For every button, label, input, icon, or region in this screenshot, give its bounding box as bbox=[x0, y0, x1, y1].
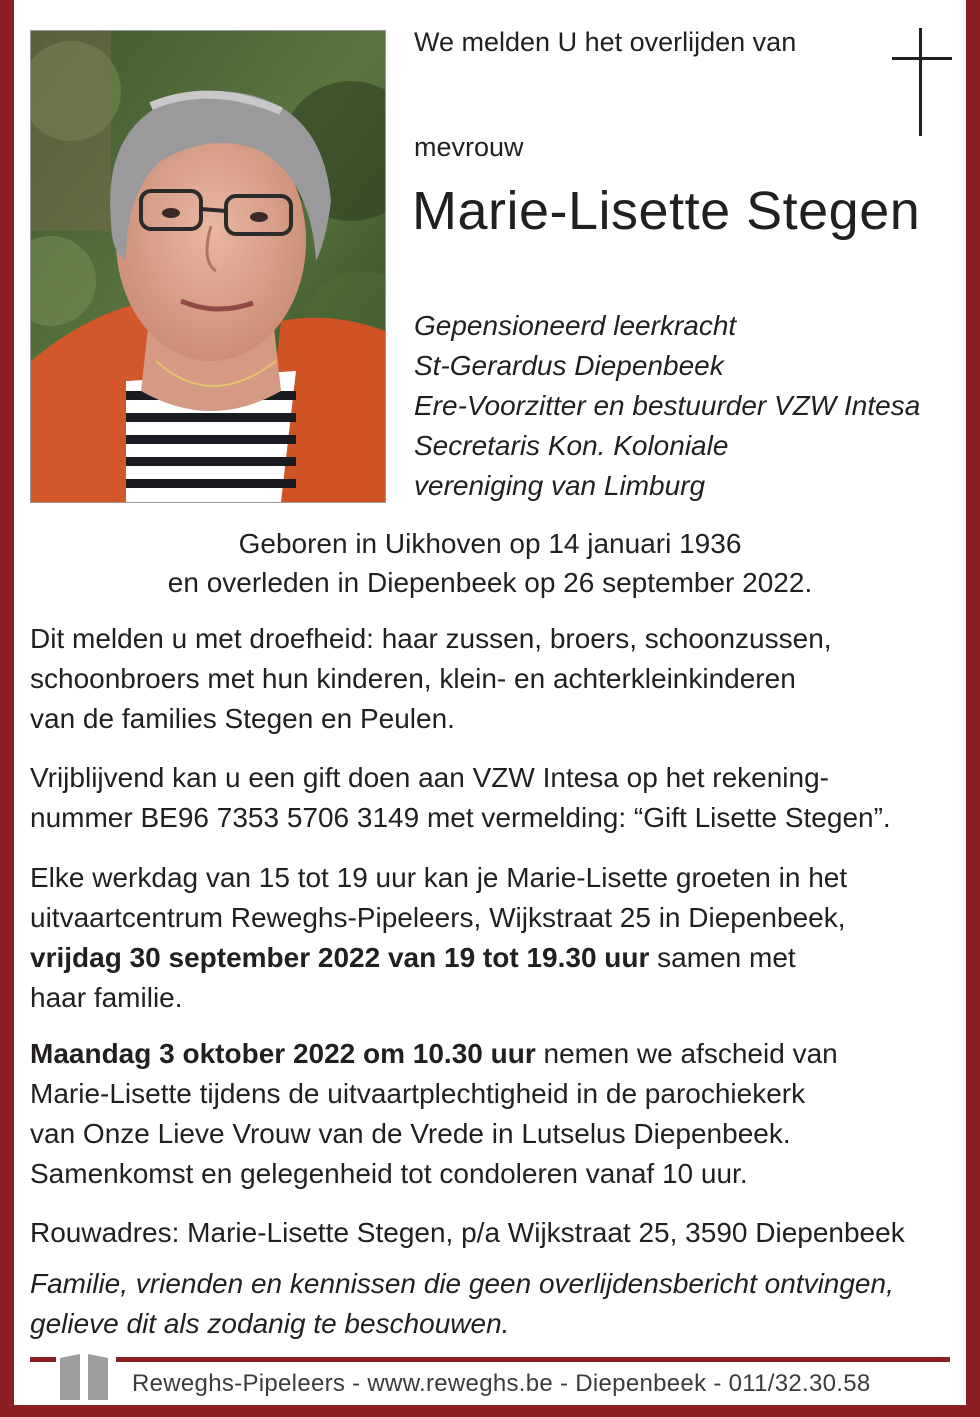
family-line: van de families Stegen en Peulen. bbox=[30, 703, 455, 734]
visit-line: uitvaartcentrum Reweghs-Pipeleers, Wijkstraat 25 in Diepenbeek, bbox=[30, 902, 846, 933]
footer-contact: Reweghs-Pipeleers - www.reweghs.be - Diepenbeek - 011/32.30.58 bbox=[132, 1370, 871, 1397]
visit-line: Elke werkdag van 15 tot 19 uur kan je Marie-Lisette groeten in het bbox=[30, 862, 848, 893]
funeral-line-rest: nemen we afscheid van bbox=[535, 1038, 838, 1069]
intro-text: We melden U het overlijden van bbox=[414, 27, 797, 57]
role-line: vereniging van Limburg bbox=[414, 470, 706, 501]
death-line: en overleden in Diepenbeek op 26 september 2022. bbox=[167, 567, 813, 598]
funeral-line: van Onze Lieve Vrouw van de Vrede in Lutselus Diepenbeek. bbox=[30, 1118, 791, 1149]
funeral-date-emphasis: Maandag 3 oktober 2022 om 10.30 uur bbox=[30, 1038, 536, 1069]
portrait-photo bbox=[30, 30, 386, 503]
funeral-line: Samenkomst en gelegenheid tot condoleren vanaf 10 uur. bbox=[30, 1158, 748, 1189]
visit-line: haar familie. bbox=[30, 982, 183, 1013]
birth-line: Geboren in Uikhoven op 14 januari 1936 bbox=[238, 528, 742, 559]
gift-line: Vrijblijvend kan u een gift doen aan VZW Intesa op het rekening- bbox=[30, 762, 829, 793]
visit-date-emphasis: vrijdag 30 september 2022 van 19 tot 19.30 uur bbox=[30, 942, 650, 973]
cross-icon bbox=[892, 28, 952, 136]
notice-line: Familie, vrienden en kennissen die geen overlijdensbericht ontvingen, bbox=[30, 1268, 894, 1299]
frame-bottom-border bbox=[0, 1405, 980, 1417]
footer-divider bbox=[30, 1357, 950, 1362]
family-line: schoonbroers met hun kinderen, klein- en achterkleinkinderen bbox=[30, 663, 796, 694]
notice-line: gelieve dit als zodanig te beschouwen. bbox=[30, 1308, 510, 1339]
funeral-home-logo bbox=[56, 1352, 116, 1402]
funeral-line: Marie-Lisette tijdens de uitvaartplechtigheid in de parochiekerk bbox=[30, 1078, 806, 1109]
mourning-address: Rouwadres: Marie-Lisette Stegen, p/a Wijkstraat 25, 3590 Diepenbeek bbox=[30, 1217, 905, 1248]
gift-line: nummer BE96 7353 5706 3149 met vermelding: “Gift Lisette Stegen”. bbox=[30, 802, 891, 833]
role-line: Secretaris Kon. Koloniale bbox=[414, 430, 729, 461]
deceased-name: Marie-Lisette Stegen bbox=[412, 181, 921, 241]
title-word: mevrouw bbox=[414, 132, 524, 162]
role-line: St-Gerardus Diepenbeek bbox=[414, 350, 724, 381]
frame-right-border bbox=[966, 0, 980, 1417]
family-line: Dit melden u met droefheid: haar zussen, broers, schoonzussen, bbox=[30, 623, 832, 654]
funeral-line bbox=[30, 1038, 838, 1070]
visit-line-rest: samen met bbox=[649, 942, 796, 973]
role-line: Ere-Voorzitter en bestuurder VZW Intesa bbox=[414, 390, 921, 421]
visit-line bbox=[30, 942, 796, 974]
frame-left-border bbox=[0, 0, 14, 1417]
role-line: Gepensioneerd leerkracht bbox=[414, 310, 737, 341]
